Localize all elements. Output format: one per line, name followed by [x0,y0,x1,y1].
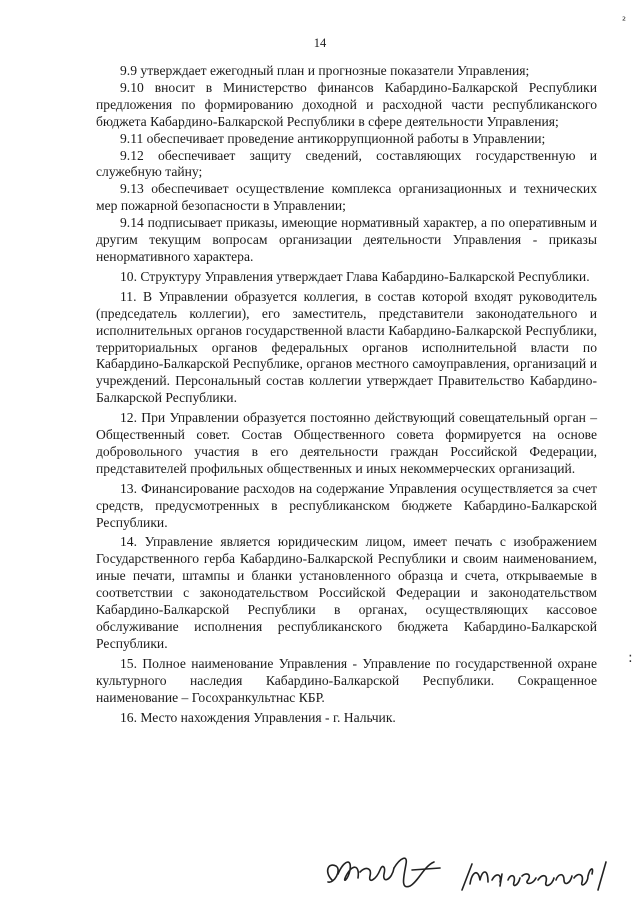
paragraph-9-12: 9.12 обеспечивает защиту сведений, составляющих государственную и служебную тайну; [96,147,597,180]
handwritten-signature [322,850,612,900]
paragraph-9-13: 9.13 обеспечивает осуществление комплекса организационных и технических мер пожарной безопасности в Управлении; [96,181,597,214]
paragraph-16: 16. Место нахождения Управления - г. Нальчик. [120,709,396,725]
paragraph-9-10: 9.10 вносит в Министерство финансов Кабардино-Балкарской Республики предложения по формированию доходной и расходной части республиканского бюджета Кабардино-Балкарской Республики в сфере деятельности Управления; [96,79,597,129]
paragraph-10: 10. Структуру Управления утверждает Глава Кабардино-Балкарской Республики. [120,268,590,284]
paragraph-9-11: 9.11 обеспечивает проведение антикоррупционной работы в Управлении; [120,130,546,146]
page-number: 14 [313,36,327,50]
paragraph-12: 12. При Управлении образуется постоянно действующий совещательный орган – Общественный совет. Состав Общественного совета формируется на основе добровольного участия в его деятельности граждан Российской Федерации, представителей профильных общественных и иных некоммерческих организаций. [96,410,597,476]
paragraph-9-9: 9.9 утверждает ежегодный план и прогнозные показатели Управления; [120,63,530,78]
signature-block [322,850,612,900]
scan-mark-side: : [628,650,633,666]
paragraph-13: 13. Финансирование расходов на содержание Управления осуществляется за счет средств, предусмотренных в республиканском бюджете Кабардино-Балкарской Республики. [96,480,597,530]
scan-mark-top: ² [622,16,627,27]
paragraph-9-14: 9.14 подписывает приказы, имеющие нормативный характер, а по оперативным и другим текущим вопросам организации деятельности Управления - приказы ненормативного характера. [96,215,597,264]
paragraph-15: 15. Полное наименование Управления - Управление по государственной охране культурного наследия Кабардино-Балкарской Республики. Сокращенное наименование – Госохранкультнас КБР. [96,655,597,705]
paragraph-11: 11. В Управлении образуется коллегия, в состав которой входят руководитель (председатель коллегии), его заместитель, представители законодательного и исполнительных органов государственной власти Кабардино-Балкарской Республики, территориальных органов федеральных органов исполнительной власти по Кабардино-Балкарской Республике, органов местного самоуправления, организаций и учреждений. Персональный состав коллегии утверждает Правительство Кабардино-Балкарской Республики. [96,288,597,406]
document-body [96,63,597,726]
paragraph-14: 14. Управление является юридическим лицом, имеет печать с изображением Государственного герба Кабардино-Балкарской Республики и своим наименованием, иные печати, штампы и бланки установленного образца и счета, открываемые в соответствии с законодательством Российской Федерации и законодательством Кабардино-Балкарской Республики в органах, осуществляющих кассовое обслуживание исполнения республиканского бюджета Кабардино-Балкарской Республики. [96,534,597,651]
